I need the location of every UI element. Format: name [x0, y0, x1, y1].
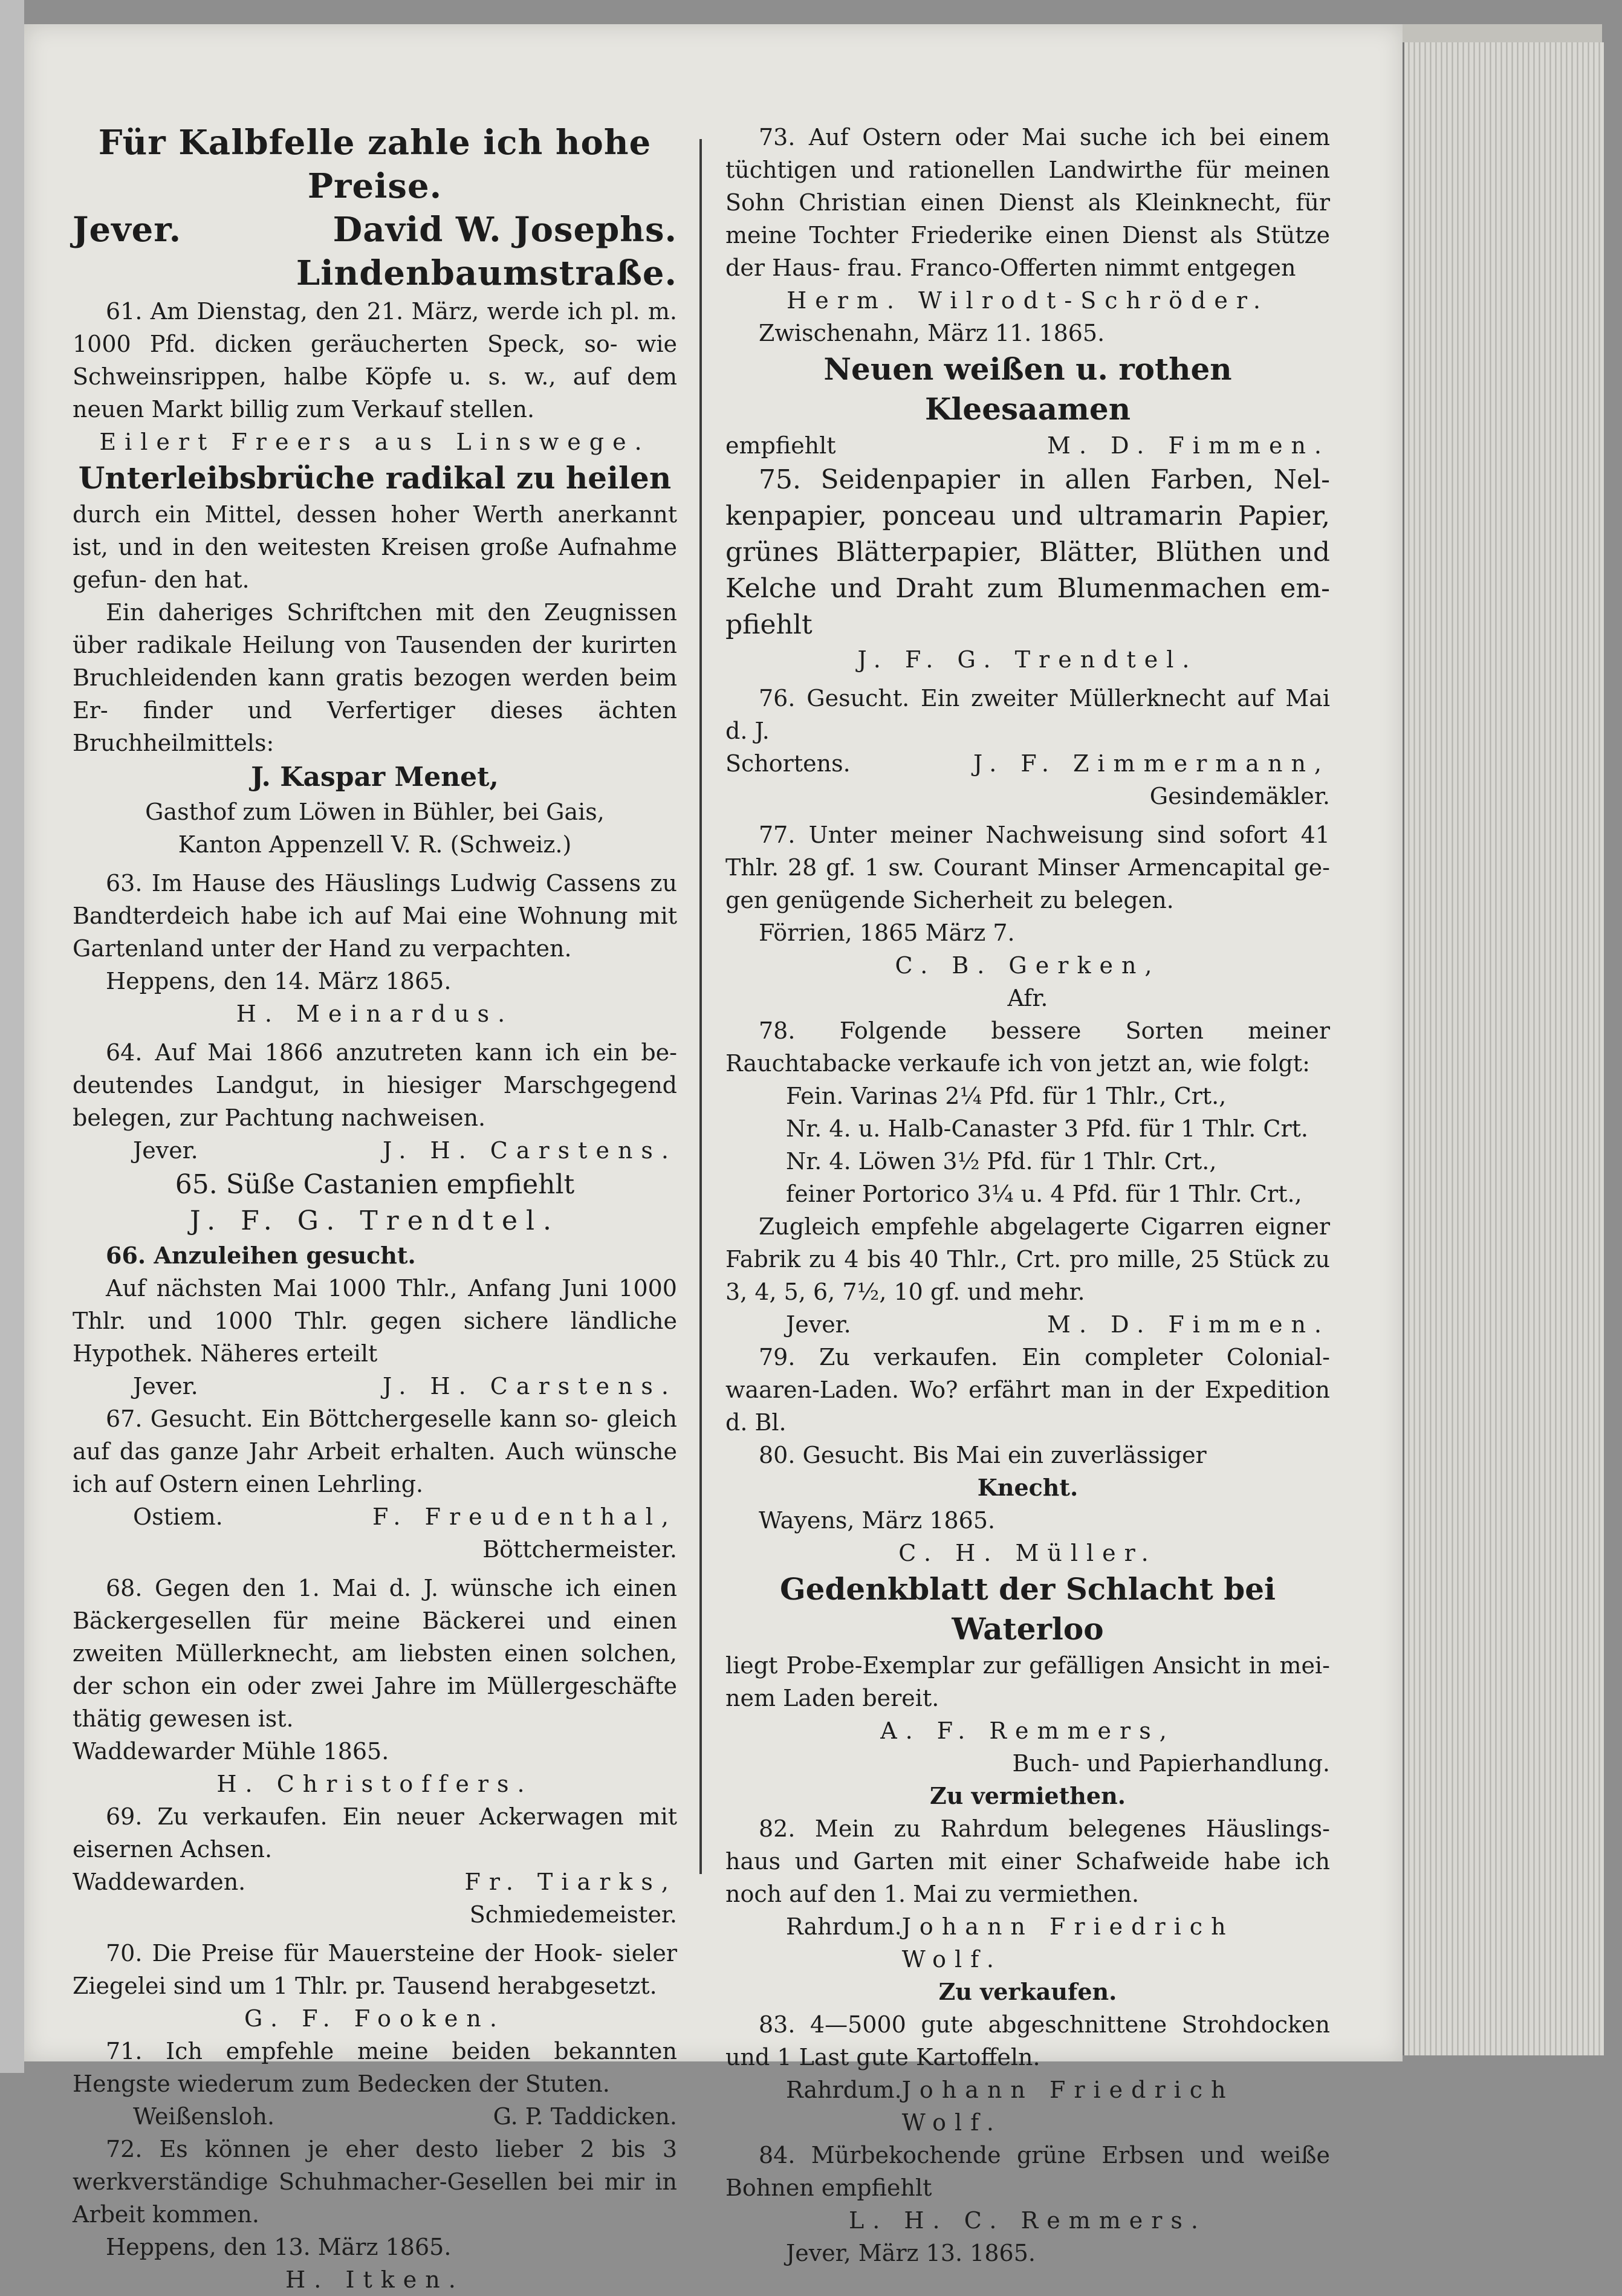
notice-78-footer	[725, 1308, 1330, 1341]
notice-82-footer	[725, 1910, 1330, 1976]
notice-71-place: Weißensloh.	[133, 2103, 275, 2130]
notice-84-signature: L. H. C. Remmers.	[849, 2207, 1207, 2234]
notice-71: 71. Ich empfehle meine beiden bekannten Hengste wiederum zum Bedecken der Stuten.	[73, 2038, 677, 2097]
notice-80-headline: Knecht.	[977, 1474, 1079, 1501]
notice-68-place: Waddewarder Mühle 1865.	[73, 1738, 389, 1765]
bruch-paragraph-2: Ein daheriges Schriftchen mit den Zeugnissen über radikale Heilung von Tausenden der kurirten Bruchleidenden kann gratis bezogen werden beim Er- finder und Verfertiger dieses ächten Bruchheilmittels:	[73, 599, 677, 756]
notice-73-signature: Herm. Wilrodt-Schröder.	[787, 287, 1269, 314]
right-column	[725, 121, 1330, 2269]
notice-82: 82. Mein zu Rahrdum belegenes Häuslings- haus und Garten mit einer Schafweide habe ich noch auf den 1. Mai zu vermiethen.	[725, 1815, 1330, 1907]
notice-83-footer	[725, 2074, 1330, 2139]
ad-kalbfelle-headline: Für Kalbfelle zahle ich hohe Preise.	[98, 123, 652, 206]
notice-66-headline: 66. Anzuleihen gesucht.	[106, 1242, 416, 1269]
notice-80-signature: C. H. Müller.	[898, 1540, 1157, 1566]
ad-kalbfelle-name: David W. Josephs.	[333, 210, 677, 250]
ad-kalbfelle-street: Lindenbaumstraße.	[296, 253, 677, 293]
notice-66: Auf nächsten Mai 1000 Thlr., Anfang Juni 1000 Thlr. und 1000 Thlr. gegen sichere ländliche Hypothek. Näheres erteilt	[73, 1275, 677, 1367]
vermiethen-headline: Zu vermiethen.	[930, 1782, 1126, 1809]
klee-headline: Neuen weißen u. rothen Kleesaamen	[823, 351, 1232, 427]
klee-signature: M. D. Fimmen.	[1047, 432, 1330, 459]
notice-66-place: Jever.	[133, 1373, 198, 1399]
waterloo-headline-2: Waterloo	[952, 1611, 1104, 1647]
notice-67-footer	[73, 1500, 677, 1533]
notice-61-signature: Eilert Freers aus Linswege.	[99, 429, 650, 455]
notice-75-signature: J. F. G. Trendtel.	[857, 646, 1198, 673]
notice-66-footer	[73, 1370, 677, 1403]
notice-73: 73. Auf Ostern oder Mai suche ich bei einem tüchtigen und rationellen Landwirthe für meinen Sohn Christian einen Dienst als Kleinknecht, für meine Tochter Friederike einen Dienst als Stütze der Haus- frau. Franco-Offerten nimmt entgegen	[725, 124, 1330, 281]
notice-79: 79. Zu verkaufen. Ein completer Colonial- waaren-Laden. Wo? erfährt man in der Expedition d. Bl.	[725, 1344, 1330, 1436]
notice-84-date: Jever, März 13. 1865.	[786, 2240, 1036, 2266]
notice-78-signature: M. D. Fimmen.	[1047, 1311, 1330, 1338]
notice-77-date: Förrien, 1865 März 7.	[759, 919, 1015, 946]
notice-76-signature: J. F. Zimmermann,	[973, 750, 1330, 777]
notice-72-signature: H. Itken.	[285, 2266, 464, 2293]
notice-76-footer	[725, 747, 1330, 780]
notice-77-signature: C. B. Gerken,	[895, 952, 1161, 979]
bruch-name: J. Kaspar Menet,	[251, 762, 499, 793]
notice-78-line-3: Nr. 4. Löwen 3½ Pfd. für 1 Thlr. Crt.,	[786, 1148, 1217, 1175]
verkaufen-headline: Zu verkaufen.	[938, 1978, 1117, 2005]
notice-78-line-4: feiner Portorico 3¼ u. 4 Pfd. für 1 Thlr. Crt.,	[786, 1181, 1302, 1207]
notice-82-place: Rahrdum.	[786, 1913, 902, 1940]
column-divider	[699, 139, 702, 1874]
notice-64-signature: J. H. Carstens.	[383, 1137, 677, 1164]
notice-68-signature: H. Christoffers.	[216, 1771, 533, 1797]
notice-78-line-1: Fein. Varinas 2¼ Pfd. für 1 Thlr., Crt.,	[786, 1083, 1227, 1109]
notice-70-signature: G. F. Fooken.	[244, 2005, 505, 2032]
bruch-paragraph-1: durch ein Mittel, dessen hoher Werth anerkannt ist, und in den weitesten Kreisen große Aufnahme gefun- den hat.	[73, 501, 677, 593]
ad-kalbfelle-row	[73, 208, 677, 251]
notice-80: 80. Gesucht. Bis Mai ein zuverlässiger	[759, 1442, 1207, 1468]
notice-77: 77. Unter meiner Nachweisung sind sofort 41 Thlr. 28 gf. 1 sw. Courant Minser Armencapital ge- gen genügende Sicherheit zu belegen.	[725, 822, 1330, 913]
ad-kalbfelle-place: Jever.	[73, 210, 182, 250]
notice-63-signature: H. Meinardus.	[236, 1000, 514, 1027]
notice-83: 83. 4—5000 gute abgeschnittene Strohdocken und 1 Last gute Kartoffeln.	[725, 2011, 1330, 2071]
notice-66-signature: J. H. Carstens.	[383, 1373, 677, 1399]
notice-65: 65. Süße Castanien empfiehlt	[175, 1169, 575, 1200]
notice-67-signature: F. Freudenthal,	[372, 1503, 677, 1530]
notice-78-paragraph-2: Zugleich empfehle abgelagerte Cigarren eigner Fabrik zu 4 bis 40 Thlr., Crt. pro mille, 25 Stück zu 3, 4, 5, 6, 7½, 10 gf. und mehr.	[725, 1213, 1330, 1305]
notice-76-title: Gesindemäkler.	[1149, 783, 1330, 809]
notice-65-signature: J. F. G. Trendtel.	[189, 1205, 560, 1236]
notice-83-place: Rahrdum.	[786, 2077, 902, 2103]
notice-64-footer	[73, 1134, 677, 1167]
notice-63-date: Heppens, den 14. März 1865.	[106, 968, 452, 994]
waterloo-signature: A. F. Remmers,	[880, 1717, 1175, 1744]
notice-63: 63. Im Hause des Häuslings Ludwig Cassens zu Bandterdeich habe ich auf Mai eine Wohnung mit Gartenland unter der Hand zu verpachten.	[73, 870, 677, 962]
notice-68: 68. Gegen den 1. Mai d. J. wünsche ich einen Bäckergesellen für meine Bäckerei und einen zweiten Müllerknecht, am liebsten einen solchen, der schon ein oder zwei Jahre im Müllergeschäfte thätig gewesen ist.	[73, 1575, 677, 1732]
notice-83-signature: Johann Friedrich Wolf.	[901, 2077, 1234, 2136]
book-page-edges	[1403, 42, 1604, 2055]
left-page-edge	[0, 0, 24, 2073]
notice-78: 78. Folgende bessere Sorten meiner Rauchtabacke verkaufe ich von jetzt an, wie folgt:	[725, 1017, 1330, 1077]
notice-73-date: Zwischenahn, März 11. 1865.	[759, 320, 1105, 346]
notice-61: 61. Am Dienstag, den 21. März, werde ich pl. m. 1000 Pfd. dicken geräucherten Speck, so- wie Schweinsrippen, halbe Köpfe u. s. w., auf dem neuen Markt billig zum Verkauf stellen.	[73, 298, 677, 423]
waterloo-headline-1: Gedenkblatt der Schlacht bei	[779, 1571, 1276, 1607]
notice-84: 84. Mürbekochende grüne Erbsen und weiße Bohnen empfiehlt	[725, 2142, 1330, 2201]
bruch-address-2: Kanton Appenzell V. R. (Schweiz.)	[178, 831, 572, 858]
notice-67-place: Ostiem.	[133, 1503, 223, 1530]
klee-text: empfiehlt	[725, 432, 836, 459]
notice-69: 69. Zu verkaufen. Ein neuer Ackerwagen mit eisernen Achsen.	[73, 1803, 677, 1863]
notice-75: 75. Seidenpapier in allen Farben, Nel- kenpapier, ponceau und ultramarin Papier, grünes Blätterpapier, Blätter, Blüthen und Kelche und Draht zum Blumenmachen em- pfiehlt	[725, 464, 1330, 640]
notice-80-date: Wayens, März 1865.	[759, 1507, 996, 1534]
left-column	[73, 121, 677, 2296]
notice-69-place: Waddewarden.	[73, 1869, 246, 1895]
notice-64: 64. Auf Mai 1866 anzutreten kann ich ein be- deutendes Landgut, in hiesiger Marschgegend belegen, zur Pachtung nachweisen.	[73, 1039, 677, 1131]
bruch-headline: Unterleibsbrüche radikal zu heilen	[78, 460, 672, 496]
notice-78-line-2: Nr. 4. u. Halb-Canaster 3 Pfd. für 1 Thlr. Crt.	[786, 1115, 1308, 1142]
notice-69-footer	[73, 1866, 677, 1898]
notice-67-title: Böttchermeister.	[482, 1536, 677, 1563]
notice-71-footer	[73, 2100, 677, 2133]
waterloo-text: liegt Probe-Exemplar zur gefälligen Ansicht in mei- nem Laden bereit.	[725, 1652, 1330, 1711]
notice-76: 76. Gesucht. Ein zweiter Müllerknecht auf Mai d. J.	[725, 685, 1330, 744]
notice-77-title: Afr.	[1007, 985, 1048, 1011]
notice-71-signature: G. P. Taddicken.	[493, 2103, 677, 2130]
notice-67: 67. Gesucht. Ein Böttchergeselle kann so- gleich auf das ganze Jahr Arbeit erhalten. Auch wünsche ich auf Ostern einen Lehrling.	[73, 1406, 677, 1497]
notice-72: 72. Es können je eher desto lieber 2 bis 3 werkverständige Schuhmacher-Gesellen bei mir in Arbeit kommen.	[73, 2136, 677, 2228]
notice-78-place: Jever.	[786, 1311, 851, 1338]
notice-72-date: Heppens, den 13. März 1865.	[106, 2234, 452, 2260]
notice-70: 70. Die Preise für Mauersteine der Hook- sieler Ziegelei sind um 1 Thlr. pr. Tausend herabgesetzt.	[73, 1940, 677, 1999]
waterloo-title: Buch- und Papierhandlung.	[1012, 1750, 1330, 1777]
bruch-address-1: Gasthof zum Löwen in Bühler, bei Gais,	[145, 799, 605, 825]
notice-64-place: Jever.	[133, 1137, 198, 1164]
notice-69-title: Schmiedemeister.	[469, 1901, 677, 1928]
notice-82-signature: Johann Friedrich Wolf.	[901, 1913, 1234, 1973]
notice-76-place: Schortens.	[725, 750, 851, 777]
notice-69-signature: Fr. Tiarks,	[464, 1869, 677, 1895]
klee-footer	[725, 429, 1330, 462]
